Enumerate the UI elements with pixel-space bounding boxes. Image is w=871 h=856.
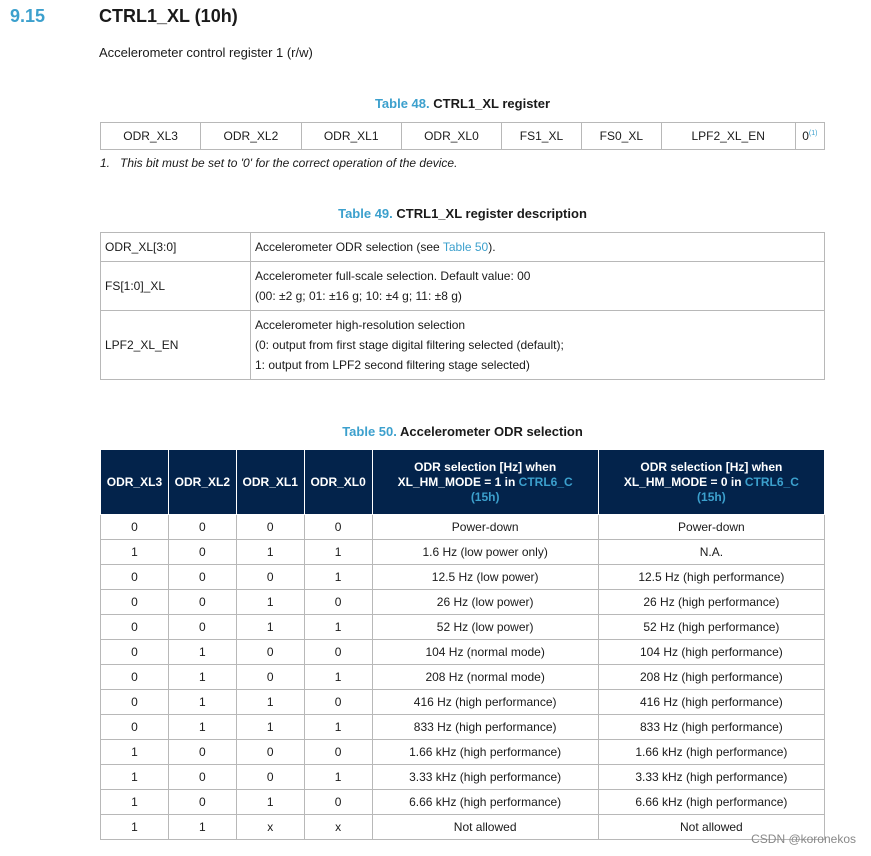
bit-value-cell: 0 [101, 690, 169, 715]
odr-value-cell: 104 Hz (high performance) [598, 640, 824, 665]
desc-text: Accelerometer ODR selection (see [255, 240, 443, 254]
header-cell: ODR_XL3 [101, 450, 169, 515]
field-name: ODR_XL[3:0] [101, 233, 251, 262]
bit-value-cell: 0 [304, 740, 372, 765]
bit-value-cell: 0 [168, 615, 236, 640]
odr-selection-table [100, 449, 825, 840]
bit-cell: ODR_XL0 [401, 123, 501, 150]
bit-value: 0 [802, 129, 809, 143]
footnote-ref[interactable]: (1) [808, 130, 818, 137]
bit-value-cell: 1 [236, 790, 304, 815]
desc-text: ). [488, 240, 496, 254]
bit-value-cell: 1 [101, 740, 169, 765]
bit-value-cell: x [304, 815, 372, 840]
table-row [101, 590, 825, 615]
bit-value-cell: x [236, 815, 304, 840]
header-line: ODR selection [Hz] when [414, 459, 557, 474]
table-row [101, 311, 825, 380]
watermark: CSDN @koronekos [751, 832, 856, 846]
header-line: ODR selection [Hz] when [640, 459, 783, 474]
bit-value-cell: 0 [304, 590, 372, 615]
odr-value-cell: 12.5 Hz (low power) [372, 565, 598, 590]
header-cell: ODR_XL1 [236, 450, 304, 515]
header-line [601, 475, 822, 490]
table-row [101, 565, 825, 590]
bit-value-cell: 1 [304, 565, 372, 590]
header-text: XL_HM_MODE = 0 in [623, 474, 745, 489]
odr-value-cell: Not allowed [598, 815, 824, 840]
bit-value-cell: 1 [304, 765, 372, 790]
field-description [251, 233, 825, 262]
odr-value-cell: 3.33 kHz (high performance) [598, 765, 824, 790]
register-description-table [100, 232, 825, 380]
bit-value-cell: 0 [101, 640, 169, 665]
desc-line: (0: output from first stage digital filtering selected (default); [255, 338, 564, 352]
header-row [101, 450, 825, 515]
bit-cell: FS0_XL [581, 123, 661, 150]
odr-value-cell: 1.66 kHz (high performance) [372, 740, 598, 765]
field-description [251, 262, 825, 311]
header-cell-hm0 [598, 450, 824, 515]
bit-value-cell: 0 [101, 665, 169, 690]
section-description: Accelerometer control register 1 (r/w) [99, 45, 313, 60]
bit-value-cell: 0 [304, 515, 372, 540]
field-description [251, 311, 825, 380]
bit-value-cell: 0 [168, 565, 236, 590]
bit-value-cell: 1 [101, 790, 169, 815]
bit-value-cell: 1 [236, 540, 304, 565]
bit-value-cell: 0 [168, 790, 236, 815]
bit-cell: FS1_XL [502, 123, 582, 150]
section-number: 9.15 [10, 6, 46, 26]
table49-title: CTRL1_XL register description [396, 206, 587, 221]
odr-value-cell: 104 Hz (normal mode) [372, 640, 598, 665]
table50-link[interactable]: Table 50 [442, 240, 489, 254]
odr-table-body [101, 515, 825, 840]
bit-value-cell: 0 [304, 790, 372, 815]
odr-value-cell: 833 Hz (high performance) [598, 715, 824, 740]
bit-value-cell: 0 [101, 515, 169, 540]
bit-value-cell: 0 [101, 715, 169, 740]
bit-cell: ODR_XL1 [301, 123, 401, 150]
footnote-number: 1. [100, 156, 111, 170]
odr-value-cell: 6.66 kHz (high performance) [372, 790, 598, 815]
odr-value-cell: 833 Hz (high performance) [372, 715, 598, 740]
table48-caption [100, 96, 825, 111]
bit-value-cell: 1 [101, 765, 169, 790]
bit-value-cell: 1 [168, 640, 236, 665]
bit-value-cell: 1 [168, 815, 236, 840]
bit-value-cell: 0 [236, 565, 304, 590]
table48-title: CTRL1_XL register [433, 96, 551, 111]
bit-value-cell: 0 [168, 590, 236, 615]
register-bit-table [100, 122, 825, 150]
bit-value-cell: 1 [304, 540, 372, 565]
bit-value-cell: 1 [236, 590, 304, 615]
bit-cell: LPF2_XL_EN [661, 123, 795, 150]
odr-value-cell: 208 Hz (normal mode) [372, 665, 598, 690]
table-row [101, 665, 825, 690]
bit-value-cell: 1 [304, 715, 372, 740]
bit-value-cell: 0 [304, 640, 372, 665]
desc-line: (00: ±2 g; 01: ±16 g; 10: ±4 g; 11: ±8 g) [255, 289, 462, 303]
bit-value-cell: 1 [101, 540, 169, 565]
ctrl6c-link[interactable]: CTRL6_C [518, 474, 573, 489]
table-row [101, 615, 825, 640]
bit-value-cell: 1 [168, 665, 236, 690]
odr-value-cell: 1.6 Hz (low power only) [372, 540, 598, 565]
bit-value-cell: 1 [236, 715, 304, 740]
footnote-text: This bit must be set to '0' for the correct operation of the device. [120, 156, 458, 170]
bit-value-cell: 1 [101, 815, 169, 840]
desc-line: Accelerometer full-scale selection. Default value: 00 [255, 269, 531, 283]
odr-value-cell: 3.33 kHz (high performance) [372, 765, 598, 790]
table-row [101, 715, 825, 740]
table-row [101, 640, 825, 665]
table50-number: Table 50. [342, 424, 397, 439]
odr-value-cell: 208 Hz (high performance) [598, 665, 824, 690]
bit-value-cell: 0 [236, 665, 304, 690]
table-row [101, 233, 825, 262]
bit-value-cell: 1 [236, 690, 304, 715]
bit-value-cell: 0 [101, 590, 169, 615]
bit-value-cell: 0 [168, 540, 236, 565]
bit-value-cell: 0 [168, 515, 236, 540]
table48-footnote [100, 156, 467, 170]
bit-value-cell: 1 [236, 615, 304, 640]
header-cell: ODR_XL2 [168, 450, 236, 515]
odr-value-cell: Power-down [372, 515, 598, 540]
odr-value-cell: N.A. [598, 540, 824, 565]
bit-cell-last [795, 123, 824, 150]
table-row [101, 690, 825, 715]
bit-value-cell: 1 [168, 690, 236, 715]
section-title: CTRL1_XL (10h) [99, 6, 238, 26]
odr-value-cell: 26 Hz (high performance) [598, 590, 824, 615]
bit-value-cell: 0 [236, 765, 304, 790]
odr-value-cell: 52 Hz (high performance) [598, 615, 824, 640]
table49-caption [100, 206, 825, 221]
table-row [101, 515, 825, 540]
bit-value-cell: 0 [236, 515, 304, 540]
bit-value-cell: 1 [304, 665, 372, 690]
bit-value-cell: 0 [168, 765, 236, 790]
table-row [101, 790, 825, 815]
header-text: XL_HM_MODE = 1 in [397, 474, 519, 489]
bit-value-cell: 0 [236, 740, 304, 765]
odr-value-cell: 12.5 Hz (high performance) [598, 565, 824, 590]
field-name: FS[1:0]_XL [101, 262, 251, 311]
header-line [375, 475, 596, 490]
bit-value-cell: 0 [101, 615, 169, 640]
desc-line: 1: output from LPF2 second filtering stage selected) [255, 358, 530, 372]
table-row [101, 262, 825, 311]
table50-caption [100, 424, 825, 439]
table50-title: Accelerometer ODR selection [400, 424, 583, 439]
bit-value-cell: 1 [168, 715, 236, 740]
bit-value-cell: 0 [101, 565, 169, 590]
odr-value-cell: 6.66 kHz (high performance) [598, 790, 824, 815]
bit-value-cell: 1 [304, 615, 372, 640]
table-row [101, 740, 825, 765]
odr-value-cell: Power-down [598, 515, 824, 540]
ctrl6c-link[interactable]: CTRL6_C [744, 474, 799, 489]
bit-value-cell: 0 [304, 690, 372, 715]
table-row [101, 815, 825, 840]
bit-value-cell: 0 [168, 740, 236, 765]
table-row [101, 765, 825, 790]
ctrl6c-address-link[interactable]: (15h) [697, 489, 726, 504]
table48-number: Table 48. [374, 96, 430, 111]
bit-value-cell: 0 [236, 640, 304, 665]
odr-value-cell: 416 Hz (high performance) [372, 690, 598, 715]
odr-value-cell: 416 Hz (high performance) [598, 690, 824, 715]
desc-line: Accelerometer high-resolution selection [255, 318, 466, 332]
odr-value-cell: 1.66 kHz (high performance) [598, 740, 824, 765]
odr-value-cell: Not allowed [372, 815, 598, 840]
bit-cell: ODR_XL3 [101, 123, 201, 150]
bit-cell: ODR_XL2 [201, 123, 301, 150]
odr-value-cell: 26 Hz (low power) [372, 590, 598, 615]
header-cell: ODR_XL0 [304, 450, 372, 515]
ctrl6c-address-link[interactable]: (15h) [470, 489, 500, 504]
header-cell-hm1 [372, 450, 598, 515]
table49-number: Table 49. [338, 206, 393, 221]
field-name: LPF2_XL_EN [101, 311, 251, 380]
odr-value-cell: 52 Hz (low power) [372, 615, 598, 640]
table-row [101, 540, 825, 565]
